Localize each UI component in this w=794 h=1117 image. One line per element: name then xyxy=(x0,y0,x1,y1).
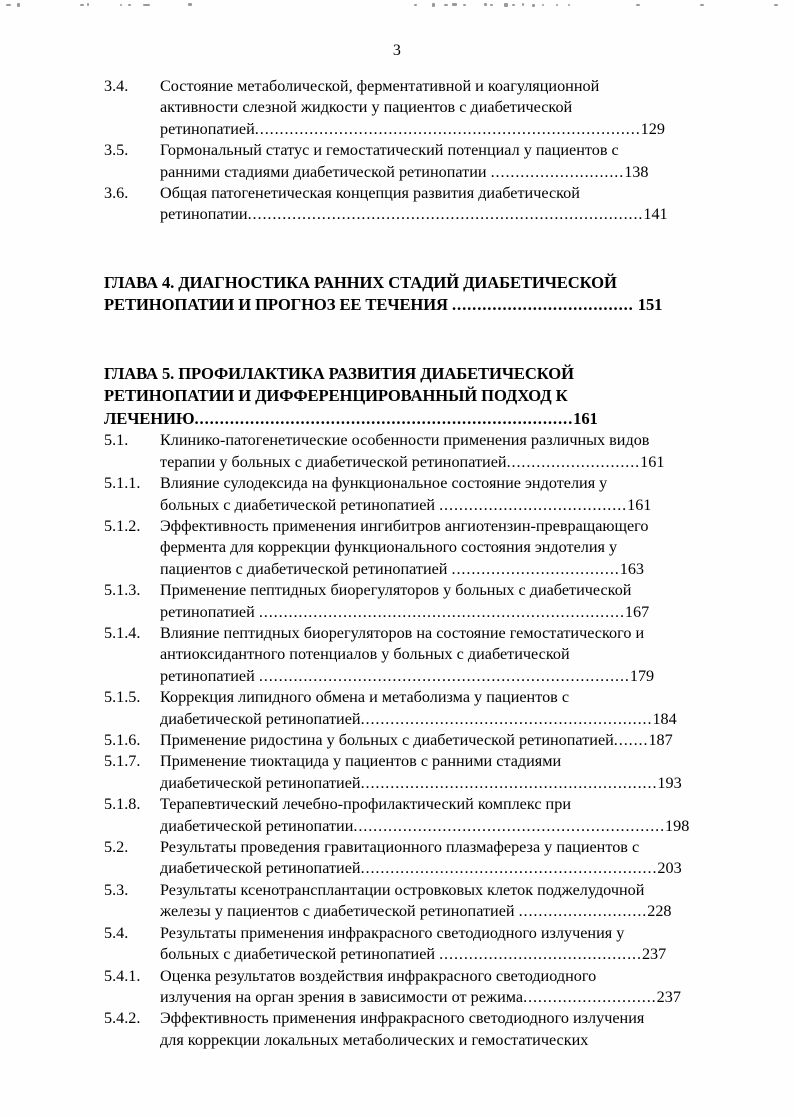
dot-leader: .......................................................................... xyxy=(258,602,625,621)
toc-entry-last-line xyxy=(160,816,760,837)
toc-entry-body xyxy=(160,1008,760,1051)
toc-entry-body xyxy=(160,837,760,880)
toc-entry-title-tail: ретинопатии xyxy=(160,205,248,224)
toc-entry-5-4-1[interactable] xyxy=(104,966,760,1009)
toc-entry-number: 5.1.5. xyxy=(104,688,141,707)
toc-entry-line: для коррекции локальных метаболических и гемостатических xyxy=(160,1030,589,1049)
toc-entry-5-1-1[interactable] xyxy=(104,473,760,516)
toc-entry-last-line xyxy=(160,858,760,879)
chapter-title-line: ГЛАВА 5. ПРОФИЛАКТИКА РАЗВИТИЯ ДИАБЕТИЧЕСКОЙ xyxy=(104,363,574,383)
toc-entry-last-line xyxy=(160,452,760,473)
dot-leader: ...................................... xyxy=(439,495,628,514)
toc-entry-body xyxy=(160,183,760,226)
toc-entry-line: фермента для коррекции функционального состояния эндотелия у xyxy=(160,538,618,557)
toc-entry-line: Применение тиоктацида у пациентов с ранними стадиями xyxy=(160,752,562,771)
toc-entry-last-line xyxy=(160,987,760,1008)
toc-entry-last-line xyxy=(160,666,760,687)
toc-page-number: 184 xyxy=(652,709,677,728)
toc-entry-5-1-8[interactable] xyxy=(104,794,760,837)
toc-entry-title-tail: диабетической ретинопатией xyxy=(160,709,361,728)
toc-page-number: 198 xyxy=(665,816,690,835)
toc-entry-number: 5.2. xyxy=(104,838,129,857)
toc-chapter-5[interactable] xyxy=(104,363,760,431)
toc-entry-number: 5.1.2. xyxy=(104,516,141,535)
toc-entry-body xyxy=(160,580,760,623)
toc-entry-body xyxy=(160,687,760,730)
toc-entry-body xyxy=(160,430,760,473)
toc-entry-5-2[interactable] xyxy=(104,837,760,880)
toc-entry-title-tail: железы у пациентов с диабетической ретинопатией xyxy=(160,902,519,921)
toc-page-number: 141 xyxy=(643,205,668,224)
toc-entry-line: Влияние сулодексида на функциональное состояние эндотелия у xyxy=(160,474,608,493)
toc-entry-body xyxy=(160,473,760,516)
toc-page-number: 138 xyxy=(624,162,649,181)
toc-page-number: 151 xyxy=(633,295,663,315)
toc-entry-body xyxy=(160,794,760,837)
toc-entry-body xyxy=(160,76,760,140)
dot-leader: ........................................................... xyxy=(360,709,653,728)
toc-entry-title-tail: ретинопатией xyxy=(160,119,255,138)
dot-leader: ........................... xyxy=(523,987,657,1006)
toc-entry-last-line xyxy=(160,162,760,183)
toc-page-number: 237 xyxy=(641,945,667,964)
toc-entry-number: 5.4.1. xyxy=(104,966,141,985)
toc-entry-last-line xyxy=(160,204,760,225)
toc-entry-number: 5.1.7. xyxy=(104,752,141,771)
toc-entry-body xyxy=(160,730,760,751)
toc-entry-last-line xyxy=(160,559,760,580)
toc-entry-title-tail: Применение ридостина у больных с диабетической ретинопатией xyxy=(160,731,614,750)
toc-entry-number: 5.3. xyxy=(104,880,129,899)
chapter-title-last-line xyxy=(104,408,760,431)
toc-entry-number: 5.1.4. xyxy=(104,624,141,642)
dot-leader: .................................... xyxy=(451,295,634,315)
toc-entry-title-tail: диабетической ретинопатией xyxy=(160,773,361,792)
toc-entry-number: 5.1.6. xyxy=(104,731,141,750)
toc-entry-line: активности слезной жидкости у пациентов с диабетической xyxy=(160,98,573,117)
toc-entry-5-1-5[interactable] xyxy=(104,687,760,730)
toc-entry-last-line xyxy=(160,730,760,751)
dot-leader: ........................... xyxy=(490,162,625,181)
toc-entry-title-tail: ретинопатией xyxy=(160,666,259,685)
toc-entry-5-1-7[interactable] xyxy=(104,751,760,794)
toc-entry-last-line xyxy=(160,495,760,516)
toc-page-number: 161 xyxy=(573,408,598,428)
toc-entry-title-tail: пациентов с диабетической ретинопатией xyxy=(160,559,452,578)
toc-entry-line: Клинико-патогенетические особенности применения различных видов xyxy=(160,431,650,450)
chapter-title-last-line xyxy=(104,294,760,317)
chapter-title-tail: РЕТИНОПАТИИ И ПРОГНОЗ ЕЕ ТЕЧЕНИЯ xyxy=(104,295,452,315)
toc-entry-number: 3.6. xyxy=(104,184,129,203)
toc-entry-5-4[interactable] xyxy=(104,923,760,966)
toc-entry-line: Состояние метаболической, ферментативной и коагуляционной xyxy=(160,77,600,95)
toc-page-number: 129 xyxy=(640,119,665,138)
toc-entry-title-tail: ранними стадиями диабетической ретинопатии xyxy=(160,162,491,181)
toc-entry-3-6[interactable] xyxy=(104,183,760,226)
toc-entry-last-line xyxy=(160,901,760,922)
toc-entry-last-line xyxy=(160,119,760,140)
toc-page-number: 203 xyxy=(657,859,682,878)
toc-entry-5-3[interactable] xyxy=(104,880,760,923)
toc-entry-5-1-3[interactable] xyxy=(104,580,760,623)
toc-entry-body xyxy=(160,880,760,923)
dot-leader: ........................................................................... xyxy=(194,408,574,428)
toc-entry-line: антиоксидантного потенциалов у больных с диабетической xyxy=(160,645,570,664)
toc-entry-line: Терапевтический лечебно-профилактический комплекс при xyxy=(160,795,571,814)
toc-entry-number: 5.1.8. xyxy=(104,795,141,814)
toc-entry-number: 5.1.1. xyxy=(104,474,141,493)
toc-entry-line: Общая патогенетическая концепция развития диабетической xyxy=(160,184,580,203)
toc-entry-body xyxy=(160,966,760,1009)
toc-entry-line: Результаты проведения гравитационного плазмафереза у пациентов с xyxy=(160,838,640,857)
toc-entry-last-line xyxy=(160,773,760,794)
toc-page-number: 187 xyxy=(648,731,673,750)
toc-entry-number: 3.5. xyxy=(104,141,129,160)
toc-page-number: 161 xyxy=(627,495,652,514)
dot-leader: ................................................................................ xyxy=(247,205,644,224)
toc-entry-5-1[interactable] xyxy=(104,430,760,473)
toc-entry-title-tail: больных с диабетической ретинопатией xyxy=(160,945,440,964)
dot-leader: ....... xyxy=(613,731,649,750)
toc-entry-line: Гормональный статус и гемостатический потенциал у пациентов с xyxy=(160,141,619,160)
chapter-title-tail: ЛЕЧЕНИЮ xyxy=(104,408,195,428)
toc-entry-body xyxy=(160,140,760,183)
toc-chapter-4[interactable] xyxy=(104,272,760,317)
toc-entry-last-line xyxy=(160,709,760,730)
toc-page-number: 179 xyxy=(629,666,655,685)
spacer xyxy=(104,317,760,363)
toc-entry-number: 5.1. xyxy=(104,431,129,450)
toc-entry-number: 3.4. xyxy=(104,77,129,95)
table-of-contents xyxy=(104,76,760,1051)
toc-entry-5-1-2[interactable] xyxy=(104,516,760,580)
toc-entry-3-5[interactable] xyxy=(104,140,760,183)
spacer xyxy=(104,226,760,272)
toc-entry-5-1-4[interactable] xyxy=(104,623,760,687)
toc-entry-title-tail: диабетической ретинопатии xyxy=(160,816,354,835)
toc-entry-title-tail: терапии у больных с диабетической ретинопатией xyxy=(160,452,507,471)
chapter-title-line: ГЛАВА 4. ДИАГНОСТИКА РАННИХ СТАДИЙ ДИАБЕТИЧЕСКОЙ xyxy=(104,272,617,292)
toc-entry-5-1-6[interactable] xyxy=(104,730,760,751)
dot-leader: ............................................................... xyxy=(353,816,666,835)
dot-leader: .............................................................................. xyxy=(254,119,641,138)
page-number: 3 xyxy=(392,42,402,59)
toc-entry-last-line xyxy=(160,944,760,965)
dot-leader: ........................................................................... xyxy=(258,666,630,685)
toc-entry-3-4[interactable] xyxy=(104,76,760,140)
dot-leader: ............................................................ xyxy=(360,859,658,878)
dot-leader: ......................................... xyxy=(439,945,642,964)
dot-leader: ............................................................ xyxy=(360,773,658,792)
toc-page-number: 167 xyxy=(624,602,650,621)
toc-entry-title-tail: диабетической ретинопатией xyxy=(160,859,361,878)
toc-entry-line: Применение пептидных биорегуляторов у больных с диабетической xyxy=(160,581,632,600)
dot-leader: .......................... xyxy=(518,902,648,921)
toc-page-number: 237 xyxy=(656,987,681,1006)
toc-entry-line: Результаты применения инфракрасного светодиодного излучения у xyxy=(160,923,625,942)
dot-leader: ........................... xyxy=(506,452,641,471)
toc-entry-line: Результаты ксенотрансплантации островковых клеток поджелудочной xyxy=(160,880,645,899)
toc-entry-line: Эффективность применения инфракрасного светодиодного излучения xyxy=(160,1009,645,1028)
toc-entry-body xyxy=(160,923,760,966)
toc-entry-line: Влияние пептидных биорегуляторов на состояние гемостатического и xyxy=(160,624,645,642)
toc-page-number: 193 xyxy=(657,773,682,792)
toc-entry-body xyxy=(160,623,760,687)
toc-entry-title-tail: больных с диабетической ретинопатией xyxy=(160,495,440,514)
toc-entry-number: 5.4.2. xyxy=(104,1009,141,1028)
toc-entry-title-tail: излучения на орган зрения в зависимости от режима xyxy=(160,987,524,1006)
toc-page-number: 228 xyxy=(647,902,672,921)
toc-entry-number: 5.4. xyxy=(104,923,129,942)
toc-entry-last-line xyxy=(160,602,760,623)
toc-entry-line: Эффективность применения ингибитров ангиотензин-превращающего xyxy=(160,516,649,535)
toc-entry-title-tail: ретинопатией xyxy=(160,602,259,621)
toc-entry-body xyxy=(160,516,760,580)
toc-entry-line: Коррекция липидного обмена и метаболизма у пациентов с xyxy=(160,688,570,707)
toc-entry-number: 5.1.3. xyxy=(104,581,141,600)
toc-entry-line: Оценка результатов воздействия инфракрасного светодиодного xyxy=(160,966,597,985)
toc-page-number: 163 xyxy=(619,559,645,578)
scan-artifact-band xyxy=(0,0,794,14)
toc-entry-body xyxy=(160,751,760,794)
chapter-title-line: РЕТИНОПАТИИ И ДИФФЕРЕНЦИРОВАННЫЙ ПОДХОД К xyxy=(104,386,568,406)
dot-leader: .................................. xyxy=(451,559,620,578)
toc-page-number: 161 xyxy=(640,452,665,471)
toc-entry-5-4-2[interactable] xyxy=(104,1008,760,1051)
